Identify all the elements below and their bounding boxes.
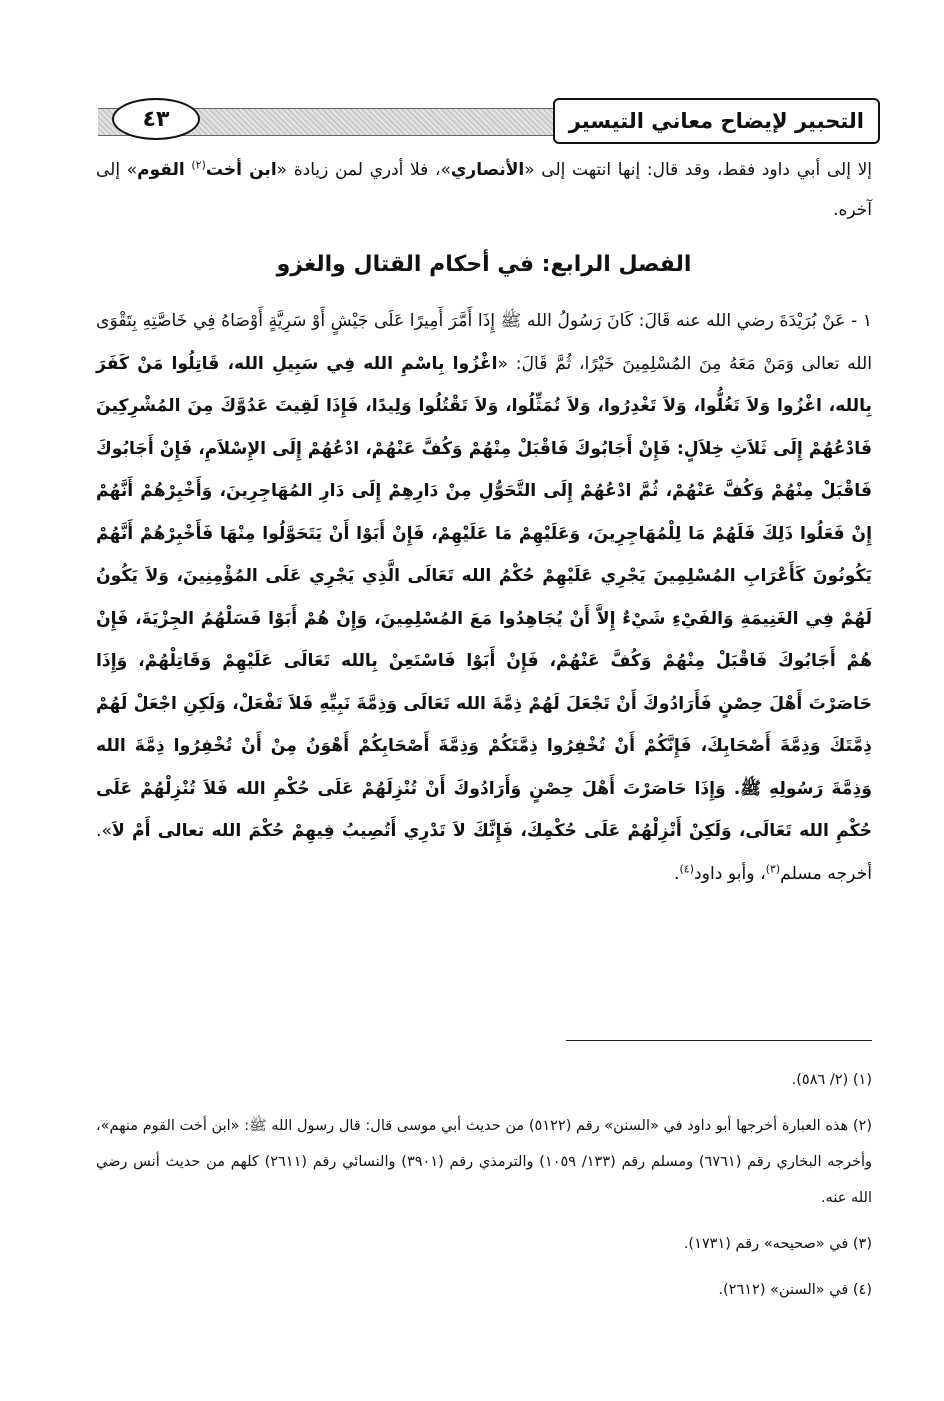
intro-text-c: » إلى آخره. [96, 160, 872, 220]
footnote-divider [566, 1040, 872, 1041]
hadith-opening: ١ - عَنْ بُرَيْدَةَ رضي الله عنه قَالَ: كَانَ رَسُولُ الله ﷺ إِذَا أَمَّرَ أَمِيرًا عَلَى جَيْشٍ أَوْ سَرِيَّةٍ أَوْصَاهُ فِي خَاصَّتِهِ بِتَقْوَى الله تعالى وَمَنْ مَعَهُ مِنَ المُسْلِمِينَ خَيْرًا، ثُمَّ قَالَ: « [96, 311, 872, 374]
footnote-ref-2: (٢) [191, 158, 206, 172]
book-title: التحبير لإيضاح معاني التيسير [553, 98, 880, 144]
page-number: ٤٣ [112, 98, 200, 140]
footnote-ref-4: (٤) [679, 861, 695, 875]
footnote-1: (١) (٢/ ٥٨٦). [791, 1072, 872, 1088]
hadith-paragraph [96, 300, 872, 895]
intro-text-a: إلا إلى أبي داود فقط، وقد قال: إنها انتهت إلى « [524, 160, 872, 180]
intro-bold-qawm: القوم [137, 160, 185, 180]
hadith-end: . [674, 863, 680, 884]
hadith-prophetic-text: اغْزُوا بِاسْمِ الله فِي سَبِيلِ الله، قَاتِلُوا مَنْ كَفَرَ بِالله، اغْزُوا وَلاَ تَغُلُّوا، وَلاَ تَغْدِرُوا، وَلاَ تُمَثِّلُوا، وَلاَ تَقْتُلُوا وَلِيدًا، فَإِذَا لَقِيتَ عَدُوَّكَ مِنَ المُشْرِكِينَ فَادْعُهُمْ إِلَى ثَلاَثِ خِلاَلٍ: فَإِنْ أَجَابُوكَ فَاقْبَلْ مِنْهُمْ وَكُفَّ عَنْهُمْ، ادْعُهُمْ إِلَى الإِسْلاَمِ، فَإِنْ أَجَابُوكَ فَاقْبَلْ مِنْهُمْ وَكُفَّ عَنْهُمْ، ثُمَّ ادْعُهُمْ إِلَى التَّحَوُّلِ مِنْ دَارِهِمْ إِلَى دَارِ المُهَاجِرِينَ، وَأَخْبِرْهُمْ أَنَّهُمْ إِنْ فَعَلُوا ذَلِكَ فَلَهُمْ مَا لِلْمُهَاجِرِينَ، وَعَلَيْهِمْ مَا عَلَيْهِمْ، فَإِنْ أَبَوْا أَنْ يَتَحَوَّلُوا مِنْهَا فَأَخْبِرْهُمْ أَنَّهُمْ يَكُونُونَ كَأَعْرَابِ المُسْلِمِينَ يَجْرِي عَلَيْهِمْ حُكْمُ الله تَعَالَى الَّذِي يَجْرِي عَلَى المُؤْمِنِينَ، وَلاَ يَكُونُ لَهُمْ فِي الغَنِيمَةِ وَالفَيْءِ شَيْءٌ إِلاَّ أَنْ يُجَاهِدُوا مَعَ المُسْلِمِينَ، وَإِنْ هُمْ أَبَوْا فَسَلْهُمُ الجِزْيَةَ، فَإِنْ هُمْ أَجَابُوكَ فَاقْبَلْ مِنْهُمْ وَكُفَّ عَنْهُمْ، فَإِنْ أَبَوْا فَاسْتَعِنْ بِالله تَعَالَى عَلَيْهِمْ وَقَاتِلْهُمْ، وَإِذَا حَاصَرْتَ أَهْلَ حِصْنٍ فَأَرَادُوكَ أَنْ تَجْعَلَ لَهُمْ ذِمَّةَ الله تَعَالَى وَذِمَّةَ نَبِيِّهِ فَلاَ تَفْعَلْ، وَلَكِنِ اجْعَلْ لَهُمْ ذِمَّتَكَ وَذِمَّةَ أَصْحَابِكَ، فَإِنَّكُمْ أَنْ تُخْفِرُوا ذِمَّتَكُمْ وَذِمَّةَ أَصْحَابِكُمْ أَهْوَنُ مِنْ أَنْ تُخْفِرُوا ذِمَّةَ الله وَذِمَّةَ رَسُولِهِ ﷺ. وَإِذَا حَاصَرْتَ أَهْلَ حِصْنٍ وَأَرَادُوكَ أَنْ تُنْزِلَهُمْ عَلَى حُكْمِ الله فَلاَ تُنْزِلْهُمْ عَلَى حُكْمِ الله تَعَالَى، وَلَكِنْ أَنْزِلْهُمْ عَلَى حُكْمِكَ، فَإِنَّكَ لاَ تَدْرِي أَتُصِيبُ فِيهِمْ حُكْمَ الله تعالى أَمْ لاَ [96, 353, 872, 841]
footnote-3: (٣) في «صحيحه» رقم (١٧٣١). [683, 1236, 872, 1252]
hadith-and: ، وأبو داود [694, 863, 766, 884]
hadith-closing: ». أخرجه مسلم [96, 821, 872, 884]
footnote-ref-3: (٣) [765, 861, 781, 875]
footnotes-section [96, 1062, 872, 1308]
intro-text-b: »، فلا أدري لمن زيادة « [276, 160, 451, 180]
intro-paragraph [96, 150, 872, 230]
intro-bold-ansari: الأنصاري [450, 160, 525, 180]
footnote-4: (٤) في «السنن» (٢٦١٢). [718, 1282, 872, 1298]
footnote-2: (٢) هذه العبارة أخرجها أبو داود في «السنن» رقم (٥١٢٢) من حديث أبي موسى قال: قال رسول الله ﷺ: «ابن أخت القوم منهم»، وأخرجه البخاري رقم (٦٧٦١) ومسلم رقم (١٣٣/ ١٠٥٩) والترمذي رقم (٣٩٠١) والنسائي رقم (٢٦١١) كلهم من حديث أنس رضي الله عنه. [96, 1118, 872, 1206]
intro-bold-ibn-ukht: ابن أخت [205, 160, 277, 180]
chapter-heading: الفصل الرابع: في أحكام القتال والغزو [276, 252, 692, 277]
page-header [98, 98, 880, 142]
